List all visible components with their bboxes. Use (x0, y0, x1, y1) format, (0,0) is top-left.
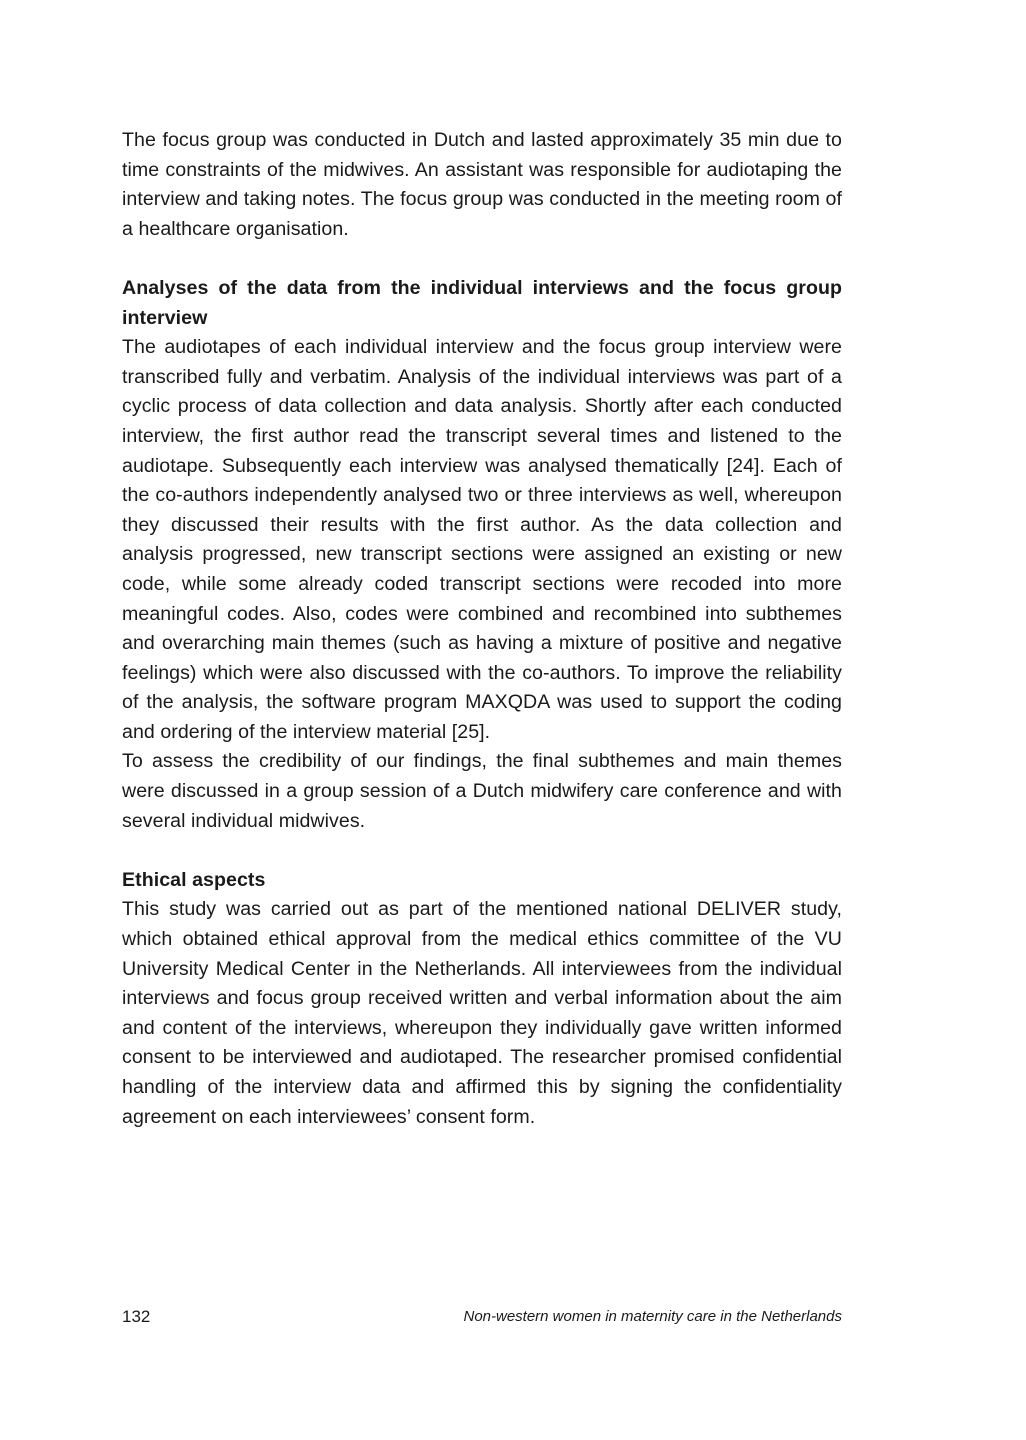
paragraph-ethical-aspects: This study was carried out as part of the mentioned national DELIVER study, which obtained ethical approval from the medical ethics committee of the VU University Medical Center in the Netherlands. All interviewees from the individual interviews and focus group received written and verbal information about the aim and content of the interviews, whereupon they individually gave written informed consent to be interviewed and audiotaped. The researcher promised confidential handling of the interview data and affirmed this by signing the confidentiality agreement on each interviewees’ consent form. (122, 898, 842, 1128)
spacer (122, 244, 842, 274)
page-number: 132 (122, 1307, 151, 1326)
paragraph-analyses-method: The audiotapes of each individual interview and the focus group interview were transcribed fully and verbatim. Analysis of the individual interviews was part of a cyclic process of data collection and data analysis. Shortly after each conducted interview, the first author read the transcript several times and listened to the audiotape. Subsequently each interview was analysed thematically [24]. Each of the co-authors independently analysed two or three interviews as well, whereupon they discussed their results with the first author. As the data collection and analysis progressed, new transcript sections were assigned an existing or new code, while some already coded transcript sections were recoded into more meaningful codes. Also, codes were combined and recombined into subthemes and overarching main themes (such as having a mixture of positive and negative feelings) which were also discussed with the co-authors. To improve the reliability of the analysis, the software program MAXQDA was used to support the coding and ordering of the interview material [25]. (122, 336, 842, 743)
paragraph-credibility: To assess the credibility of our findings, the final subthemes and main themes were discussed in a group session of a Dutch midwifery care conference and with several individual midwives. (122, 750, 842, 832)
page-body (122, 126, 842, 1132)
section-heading-analyses: Analyses of the data from the individual interviews and the focus group interview (122, 276, 842, 329)
paragraph-focus-group-intro: The focus group was conducted in Dutch and lasted approximately 35 min due to time constraints of the midwives. An assistant was responsible for audiotaping the interview and taking notes. The focus group was conducted in the meeting room of a healthcare organisation. (122, 129, 842, 240)
section-heading-ethical-aspects: Ethical aspects (122, 868, 266, 891)
page-footer (122, 1303, 842, 1331)
running-title: Non-western women in maternity care in the Netherlands (463, 1308, 842, 1325)
spacer (122, 836, 842, 866)
